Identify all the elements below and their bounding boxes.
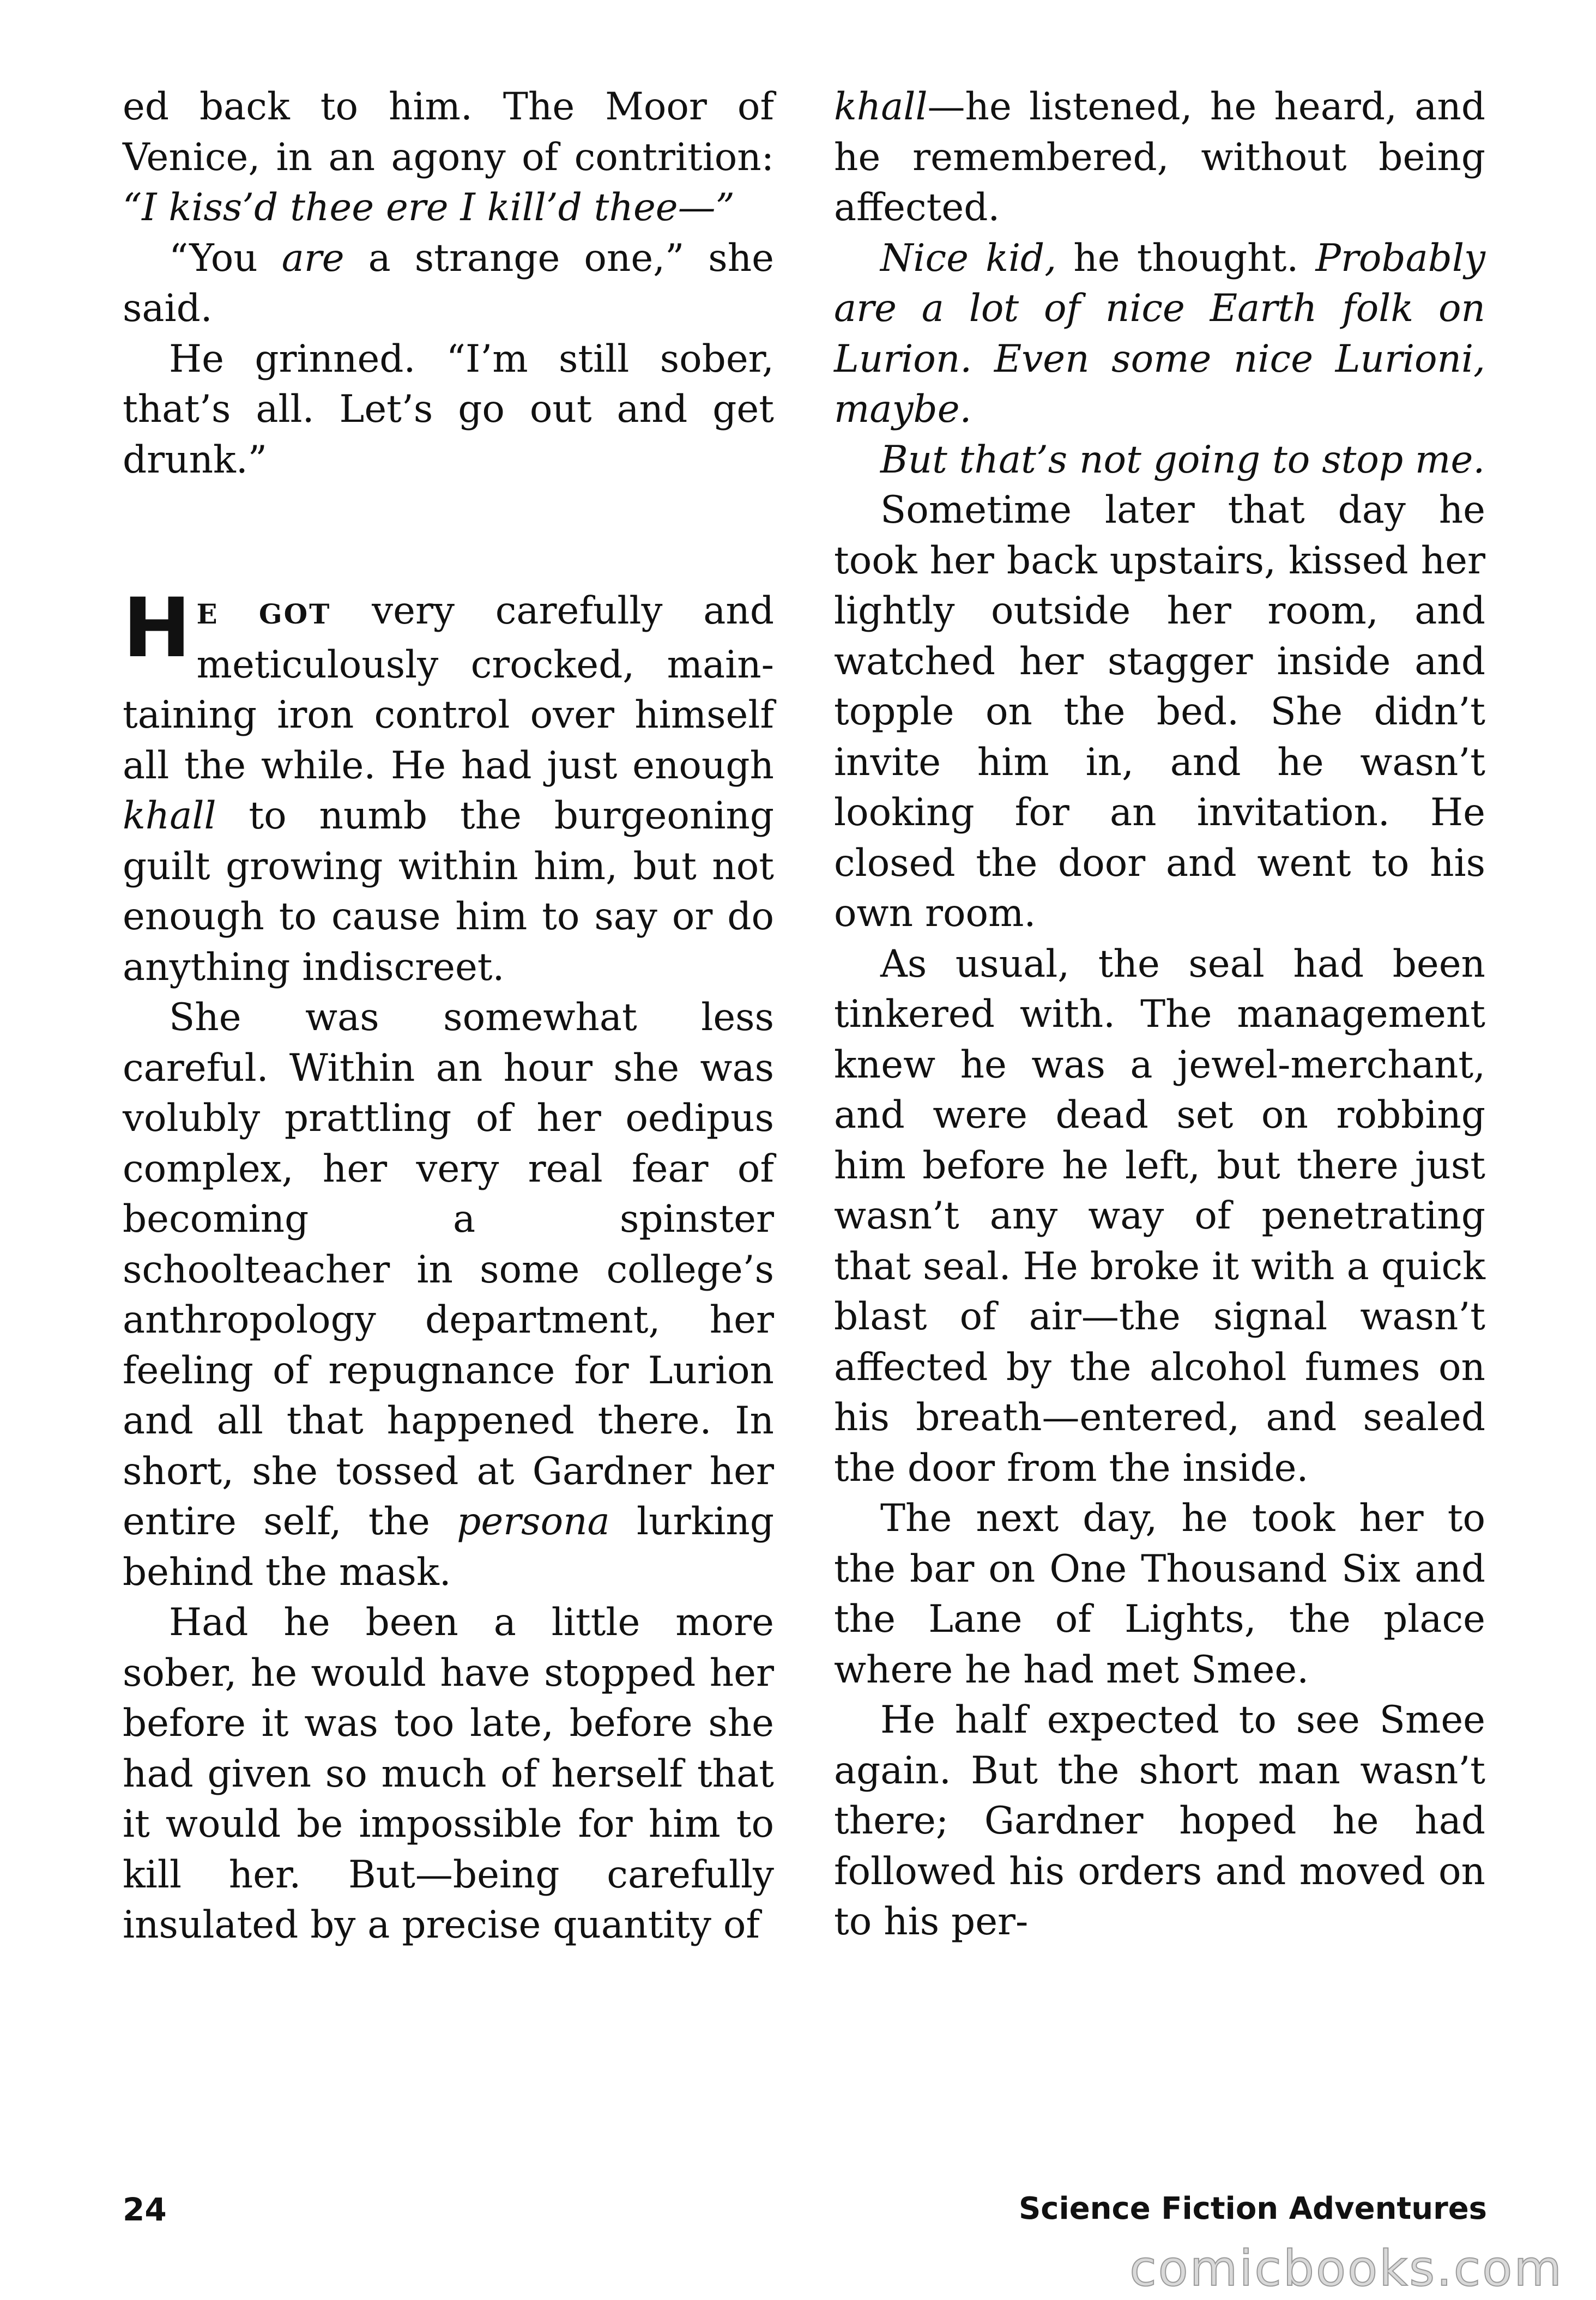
drop-cap: H [123,581,189,676]
paragraph: As usual, the seal had been tinkered with. The management knew he was a jewel-merchant, and were dead set on robbing him before he left, but there just wasn’t any way of penetrating that seal. He broke it with a quick blast of air—the signal wasn’t affected by the alcohol fumes on his breath—entered, and sealed the door from the inside. [834,942,1485,1490]
section-break [123,485,774,586]
watermark: comicbooks.com [1129,2240,1563,2297]
page-number: 24 [123,2191,167,2228]
paragraph: “You are a strange one,” she said. [123,236,774,330]
magazine-title: Science Fiction Adventures [1018,2191,1487,2226]
paragraph: She was somewhat less careful. Within an hour she was volubly prattling of her oedipus complex, her very real fear of becoming a spinster schoolteacher in some college’s anthropology department, her feeling of repugnance for Lurion and all that happened there. In short, she tossed at Gardner her entire self, the persona lurking behind the mask. [123,996,774,1594]
paragraph: The next day, he took her to the bar on One Thousand Six and the Lane of Lights, the place where he had met Smee. [834,1497,1485,1692]
section-opening-paragraph [123,581,774,992]
paragraph: Had he been a little more sober, he would have stopped her before it was too late, before she had given so much of herself that it would be impossible for him to kill her. But—being carefully insulated by a precise quantity of [123,1601,774,1947]
small-caps-lead: E GOT [196,598,331,630]
paragraph: Nice kid, he thought. Probably are a lot of nice Earth folk on Lurion. Even some nice Lurioni, maybe. [834,236,1485,431]
paragraph: But that’s not going to stop me. [880,438,1485,482]
paragraph: He grinned. “I’m still sober, that’s all. Let’s go out and get drunk.” [123,337,774,482]
left-column [123,82,774,1951]
page-footer [0,2191,1596,2235]
paragraph: He half expected to see Smee again. But the short man wasn’t there; Gardner hoped he had followed his orders and moved on to his per- [834,1698,1485,1944]
paragraph-text: very carefully and meticulously crocked, maintaining iron control over himself all the while. He had just enough khall to numb the burgeoning guilt growing within him, but not enough to cause him to say or do anything indiscreet. [123,589,774,989]
paragraph: khall—he listened, he heard, and he remembered, without being affected. [834,85,1485,229]
paragraph: ed back to him. The Moor of Venice, in an agony of contrition: “I kiss’d thee ere I kill’d thee—” [123,85,774,229]
paragraph: Sometime later that day he took her back upstairs, kissed her lightly outside her room, and watched her stagger inside and topple on the bed. She didn’t invite him in, and he wasn’t looking for an invitation. He closed the door and went to his own room. [834,488,1485,935]
right-column [834,82,1485,1947]
